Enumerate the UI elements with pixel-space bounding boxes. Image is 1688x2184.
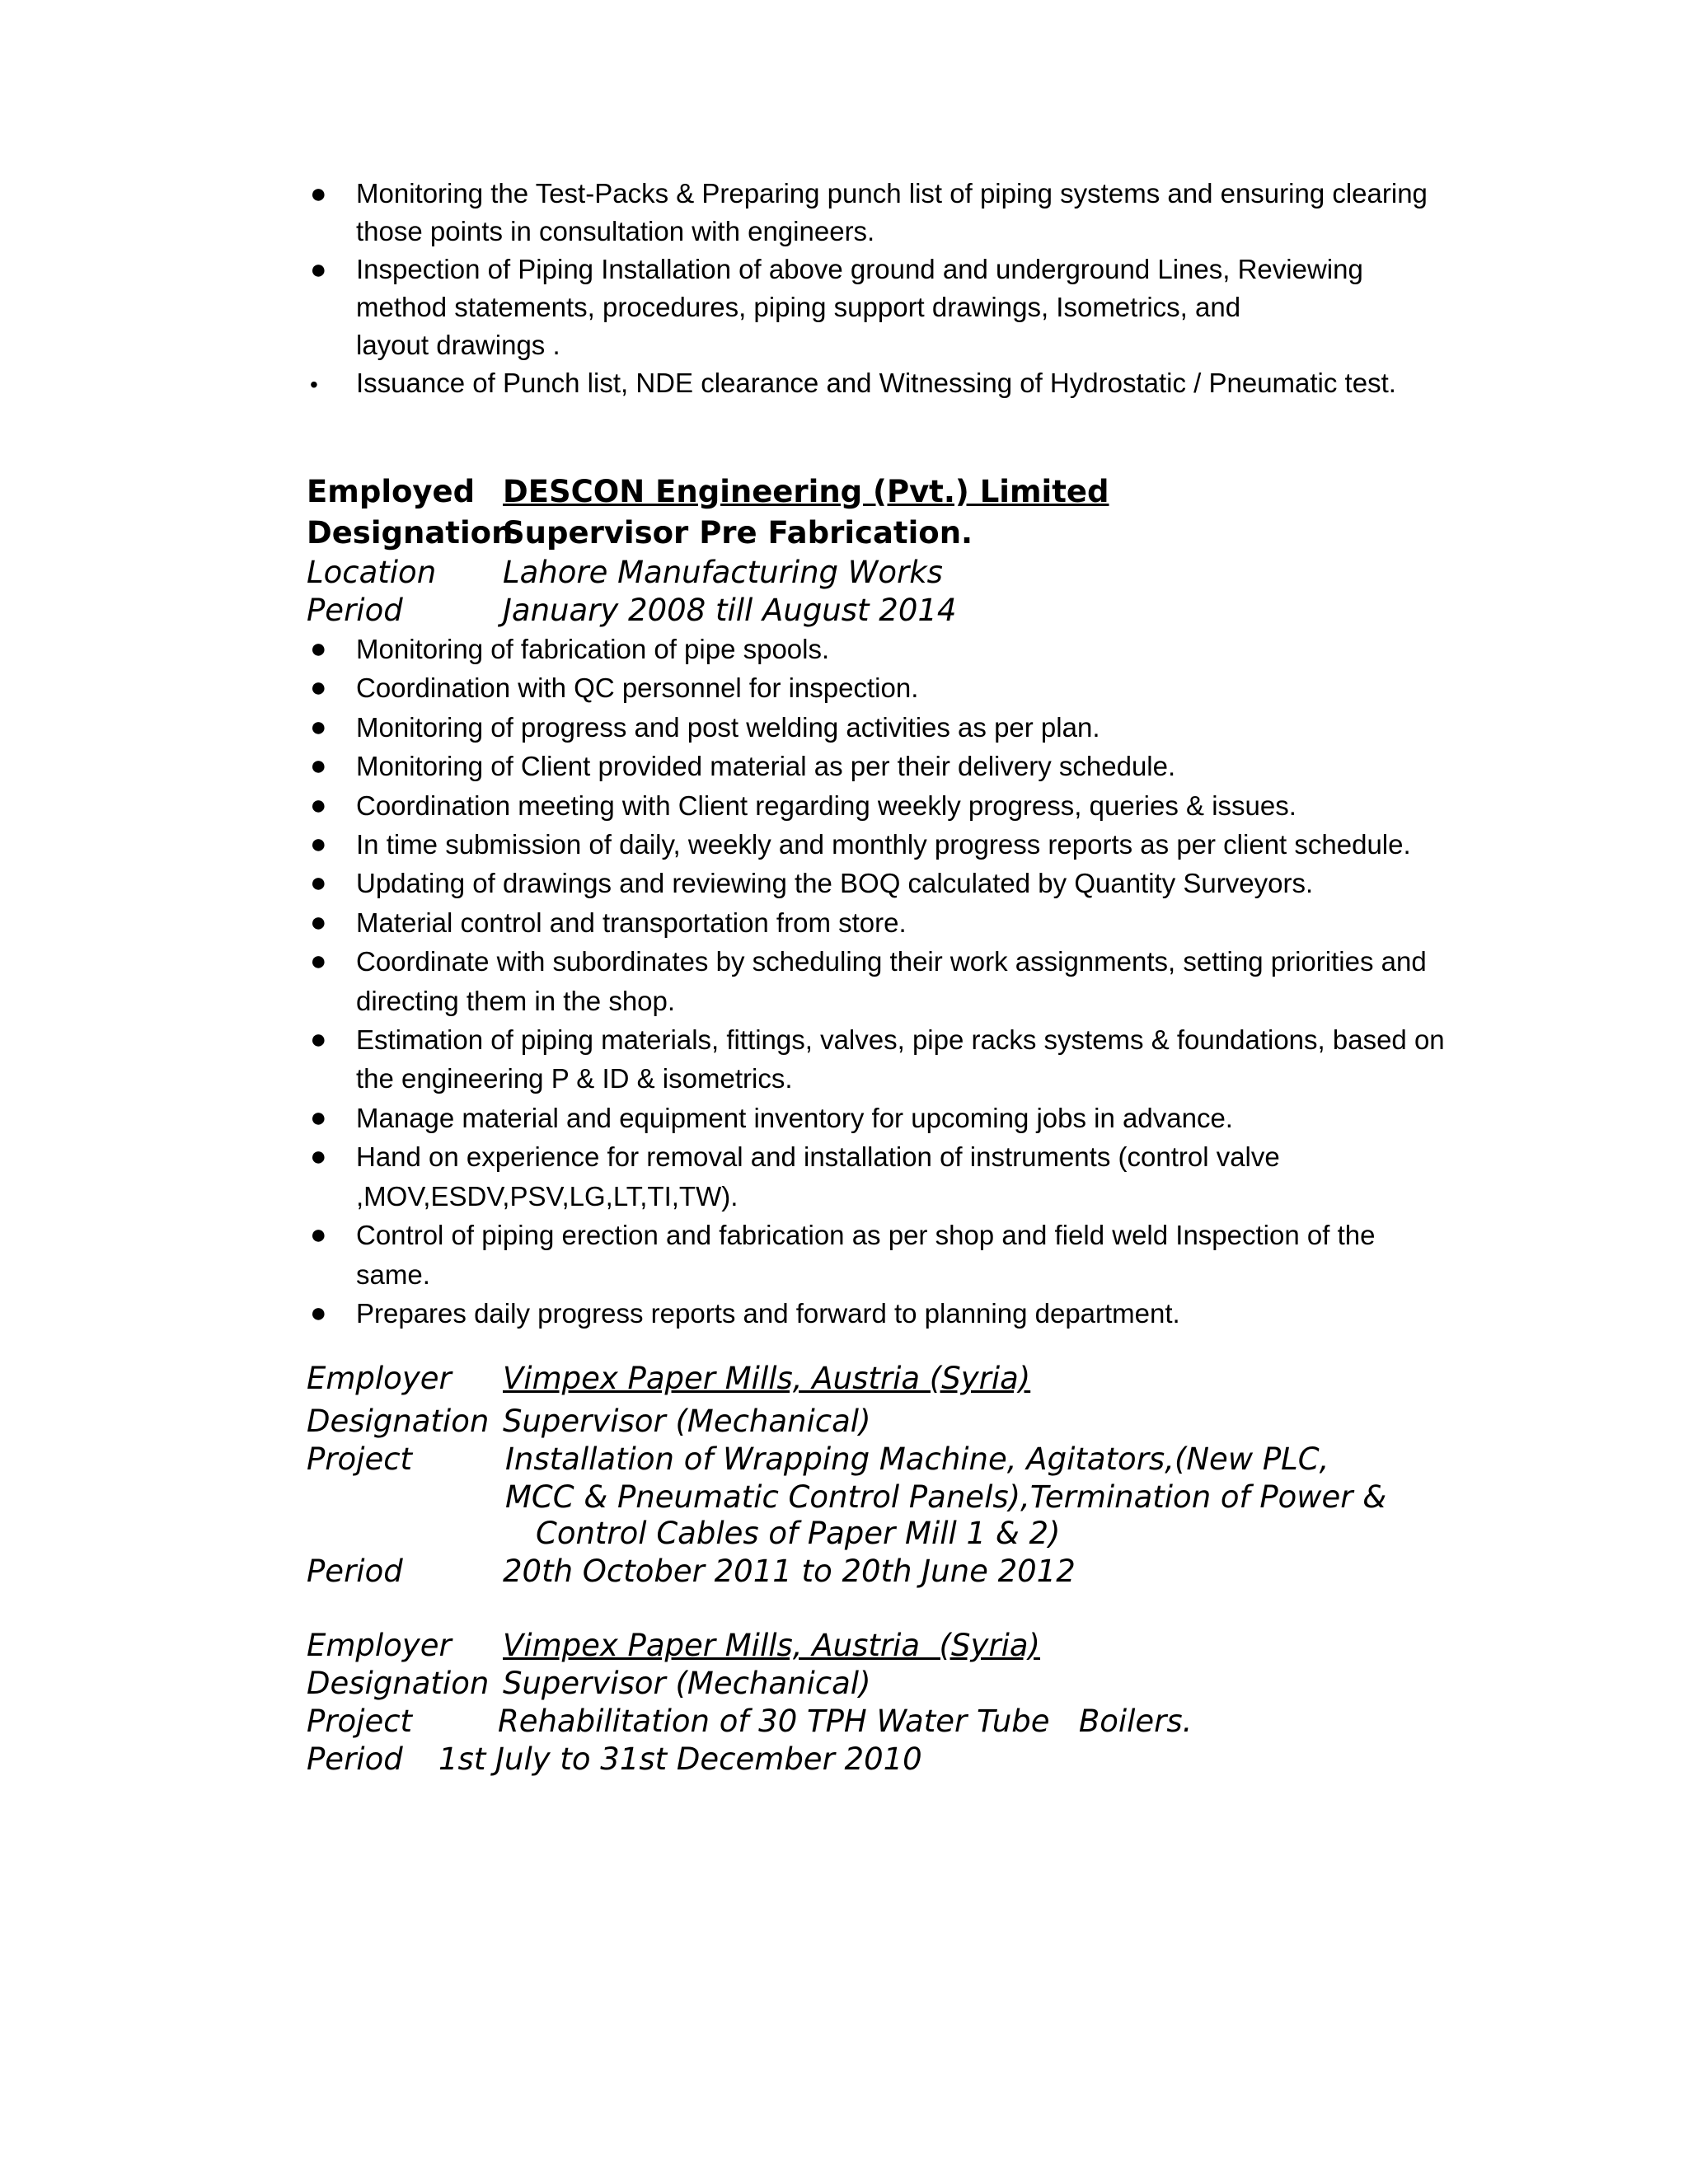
resume-page: ● Monitoring the Test-Packs & Preparing punch list of piping systems and ensuring clearing those points in consultation with engineers. ● Inspection of Piping Installation of above ground and underground Lines, Reviewing method statements, procedures, piping support drawings, Isometrics, and layout drawings . • Issuance of Punch list, NDE clearance and Witnessing of Hydrostatic / Pneumatic test. Employed DESCON Engineering (Pvt.) Limited Designation Supervisor Pre Fabrication. Location Lahore Manufacturing Works Period January 2008 till August 2014 ● Monitoring of fabrication of pipe spools. ● Coordination with QC personnel for inspection. ● Monitoring of progress and post welding activities as per plan. ● Monitoring of Client provided material as per their delivery schedule. ● Coordination meeting with Client regarding weekly progress, queries & issues. ● In time submission of daily, weekly and monthly progress reports as per client schedule. ● Updating of drawings and reviewing the BOQ calculated by Quantity Surveyors. ● Material control and transportation from store. ● Coordinate with subordinates by scheduling their work assignments, setting priorities and directing them in the shop. ● Estimation of piping materials, fittings, valves, pipe racks systems & foundations, based on the engineering P & ID & isometrics. ● Manage material and equipment inventory for upcoming jobs in advance. ● Hand on experience for removal and installation of instruments (control valve ,MOV,ESDV,PSV,LG,LT,TI,TW). ● Control of piping erection and fabrication as per shop and field weld Inspection of the same. ● Prepares daily progress reports and forward to planning department. Employer Vimpex Paper Mills, Austria (Syria) Designation Supervisor (Mechanical) Project Installation of Wrapping Machine, Agitators,(New PLC, MCC & Pneumatic Control Panels),Termination of Power & Control Cables of Paper Mill 1 & 2) Period 20th October 2011 to 20th June 2012 Employer Vimpex Paper Mills, Austria (Syria) Designation Supervisor (Mechanical) Project Rehabilitation of 30 TPH Water Tube Boilers. Period 1st July to 31st December 2010 <box>0 0 1688 2184</box>
job1-period: January 2008 till August 2014 <box>503 593 957 628</box>
bullet-icon: ● <box>310 906 327 938</box>
job2-project-line3: Control Cables of Paper Mill 1 & 2) <box>536 1516 1061 1551</box>
job3-period: 1st July to 31st December 2010 <box>438 1741 922 1777</box>
bullet-icon: ● <box>310 1296 327 1329</box>
job1-designation: Supervisor Pre Fabrication. <box>503 515 973 551</box>
bullet-icon: ● <box>310 710 327 743</box>
job2-designation: Supervisor (Mechanical) <box>503 1404 871 1439</box>
list-item: ● Material control and transportation from store. <box>0 903 1461 942</box>
list-item: ● Manage material and equipment inventory for upcoming jobs in advance. <box>0 1099 1461 1137</box>
list-item: ● Updating of drawings and reviewing the BOQ calculated by Quantity Surveyors. <box>0 864 1461 902</box>
list-item: • Issuance of Punch list, NDE clearance and Witnessing of Hydrostatic / Pneumatic test. <box>0 364 1461 402</box>
list-item: ● Coordinate with subordinates by scheduling their work assignments, setting priorities and directing them in the shop. <box>0 942 1461 1020</box>
list-item: ● Control of piping erection and fabrication as per shop and field weld Inspection of the same. <box>0 1216 1461 1294</box>
list-item: ● Prepares daily progress reports and forward to planning department. <box>0 1294 1461 1333</box>
bullet-icon: ● <box>310 867 327 899</box>
job1-duties-list <box>0 630 1688 1333</box>
job1-employer: DESCON Engineering (Pvt.) Limited <box>503 474 1109 509</box>
bullet-icon: ● <box>310 945 327 977</box>
bullet-icon: ● <box>310 1101 327 1133</box>
list-item: ● Hand on experience for removal and installation of instruments (control valve ,MOV,ESDV,PSV,LG,LT,TI,TW). <box>0 1137 1461 1216</box>
bullet-icon: ● <box>310 633 327 664</box>
job2-project-line1: Installation of Wrapping Machine, Agitators,(New PLC, <box>505 1441 1329 1477</box>
job2-employer: Vimpex Paper Mills, Austria (Syria) <box>503 1361 1031 1396</box>
list-item: ● Estimation of piping materials, fittings, valves, pipe racks systems & foundations, based on the engineering P & ID & isometrics. <box>0 1020 1461 1099</box>
bullet-icon: ● <box>310 1219 327 1251</box>
bullet-icon: ● <box>310 789 327 821</box>
list-item: ● In time submission of daily, weekly and monthly progress reports as per client schedule. <box>0 825 1461 864</box>
job2-period: 20th October 2011 to 20th June 2012 <box>503 1554 1076 1589</box>
list-item: ● Monitoring the Test-Packs & Preparing punch list of piping systems and ensuring clearing those points in consultation with engineers. <box>0 175 1461 251</box>
bullet-icon: ● <box>310 1141 327 1173</box>
list-item: ● Coordination with QC personnel for inspection. <box>0 668 1461 707</box>
top-bullet-list <box>0 175 1688 402</box>
bullet-icon: ● <box>310 672 327 704</box>
bullet-icon: ● <box>310 750 327 782</box>
job2-project-line2: MCC & Pneumatic Control Panels),Termination of Power & <box>505 1479 1387 1515</box>
bullet-icon: ● <box>310 1024 327 1056</box>
job3-project: Rehabilitation of 30 TPH Water Tube Boilers. <box>498 1704 1193 1739</box>
job3-designation: Supervisor (Mechanical) <box>503 1666 871 1701</box>
list-item: ● Coordination meeting with Client regarding weekly progress, queries & issues. <box>0 786 1461 825</box>
bullet-icon: ● <box>310 254 327 285</box>
job1-location: Lahore Manufacturing Works <box>503 555 943 590</box>
job3-employer: Vimpex Paper Mills, Austria (Syria) <box>503 1628 1040 1663</box>
list-item: ● Monitoring of progress and post welding activities as per plan. <box>0 708 1461 747</box>
list-item: ● Monitoring of fabrication of pipe spools. <box>0 630 1461 668</box>
list-item: ● Inspection of Piping Installation of above ground and underground Lines, Reviewing method statements, procedures, piping support drawings, Isometrics, and <box>0 251 1461 326</box>
list-item: ● Monitoring of Client provided material as per their delivery schedule. <box>0 747 1461 785</box>
bullet-icon: ● <box>310 828 327 860</box>
list-item-continuation: layout drawings . <box>356 330 560 360</box>
bullet-icon: ● <box>310 178 327 209</box>
bullet-icon: • <box>310 372 318 397</box>
